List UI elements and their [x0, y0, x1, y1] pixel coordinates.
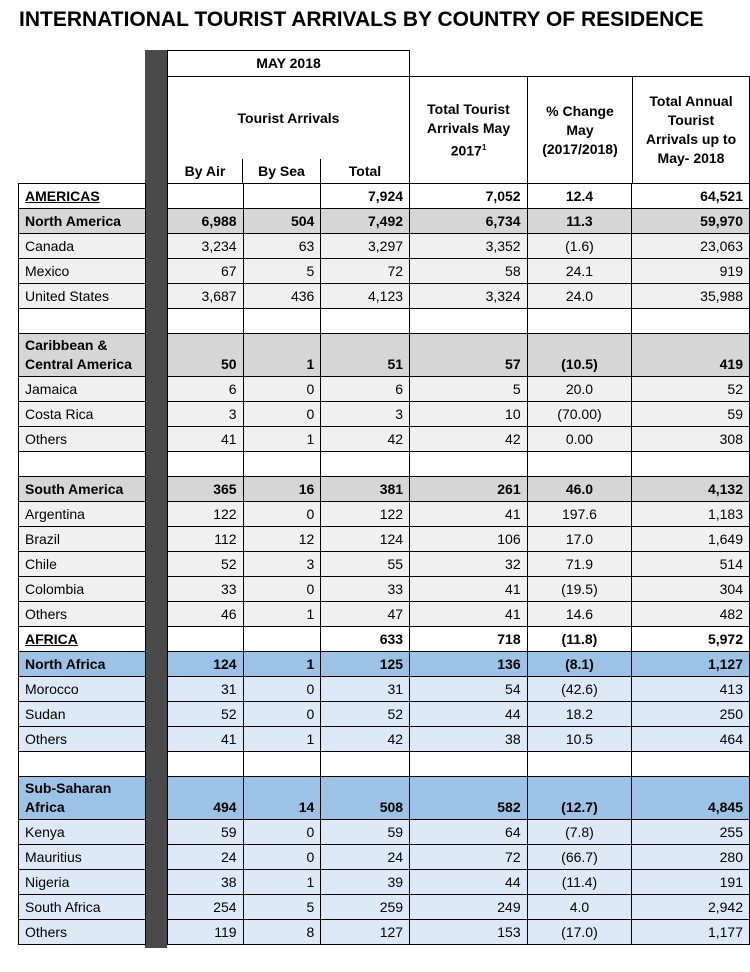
row-label-text: Argentina — [25, 506, 85, 522]
cell-total: 47 — [321, 602, 410, 627]
cell-may-2017: 249 — [410, 895, 528, 920]
cell-may-2017: 54 — [410, 677, 528, 702]
cell-pct-change: 71.9 — [527, 552, 632, 577]
cell-may-2017 — [410, 452, 528, 477]
cell-may-2017: 153 — [410, 920, 528, 945]
dark-column-cell — [145, 702, 167, 727]
cell-by-air: 38 — [167, 870, 243, 895]
cell-may-2017: 44 — [410, 870, 528, 895]
cell-pct-change: 18.2 — [527, 702, 632, 727]
cell-total: 125 — [321, 652, 410, 677]
table-row — [19, 845, 750, 870]
cell-by-air — [167, 627, 243, 652]
cell-total: 72 — [321, 259, 410, 284]
cell-annual-total: 413 — [632, 677, 750, 702]
cell-may-2017: 72 — [410, 845, 528, 870]
cell-by-sea: 0 — [243, 502, 321, 527]
cell-total: 259 — [321, 895, 410, 920]
cell-by-sea: 0 — [243, 402, 321, 427]
cell-by-sea: 0 — [243, 702, 321, 727]
cell-annual-total: 52 — [632, 377, 750, 402]
cell-total: 51 — [321, 334, 410, 377]
row-label — [19, 259, 146, 284]
cell-may-2017: 58 — [410, 259, 528, 284]
cell-by-air — [167, 309, 243, 334]
row-label — [19, 702, 146, 727]
row-label — [19, 552, 146, 577]
cell-by-air: 119 — [167, 920, 243, 945]
cell-total: 6 — [321, 377, 410, 402]
table-row — [19, 577, 750, 602]
cell-annual-total: 23,063 — [632, 234, 750, 259]
cell-pct-change: (11.8) — [527, 627, 632, 652]
cell-pct-change: 4.0 — [527, 895, 632, 920]
cell-may-2017: 5 — [410, 377, 528, 402]
table-row — [19, 895, 750, 920]
cell-pct-change: (7.8) — [527, 820, 632, 845]
cell-annual-total: 59,970 — [632, 209, 750, 234]
cell-total: 39 — [321, 870, 410, 895]
row-label — [19, 627, 146, 652]
cell-annual-total: 5,972 — [632, 627, 750, 652]
cell-may-2017: 261 — [410, 477, 528, 502]
region-row — [19, 627, 750, 652]
cell-by-air: 52 — [167, 552, 243, 577]
cell-by-sea: 0 — [243, 820, 321, 845]
cell-annual-total — [632, 452, 750, 477]
cell-total: 7,924 — [321, 184, 410, 209]
row-label-text: Jamaica — [25, 381, 78, 397]
cell-annual-total: 482 — [632, 602, 750, 627]
dark-column-cell — [145, 284, 167, 309]
cell-pct-change: (11.4) — [527, 870, 632, 895]
row-label — [19, 234, 146, 259]
cell-may-2017: 38 — [410, 727, 528, 752]
row-label-text: AMERICAS — [25, 188, 100, 204]
table-row — [19, 377, 750, 402]
cell-by-air: 254 — [167, 895, 243, 920]
cell-total: 127 — [321, 920, 410, 945]
cell-pct-change: (1.6) — [527, 234, 632, 259]
cell-by-sea: 16 — [243, 477, 321, 502]
blank-row — [19, 752, 750, 777]
footnote-marker: 1 — [481, 142, 487, 152]
row-label — [19, 870, 146, 895]
cell-total: 508 — [321, 777, 410, 820]
cell-by-sea: 436 — [243, 284, 321, 309]
cell-by-air — [167, 452, 243, 477]
table-row — [19, 702, 750, 727]
cell-may-2017: 3,324 — [410, 284, 528, 309]
row-label-text: North America — [25, 213, 121, 229]
blank-row — [19, 452, 750, 477]
cell-total: 33 — [321, 577, 410, 602]
cell-may-2017: 32 — [410, 552, 528, 577]
dark-column-cell — [145, 602, 167, 627]
row-label — [19, 652, 146, 677]
row-label-text: AFRICA — [25, 631, 78, 647]
dark-column-cell — [145, 427, 167, 452]
cell-may-2017: 136 — [410, 652, 528, 677]
cell-may-2017: 44 — [410, 702, 528, 727]
cell-total — [321, 452, 410, 477]
cell-by-air: 3,234 — [167, 234, 243, 259]
table-row — [19, 209, 750, 234]
row-label — [19, 477, 146, 502]
table-row — [19, 259, 750, 284]
row-label-text: Others — [25, 606, 68, 622]
cell-total: 42 — [321, 727, 410, 752]
cell-pct-change: (70.00) — [527, 402, 632, 427]
blank-row — [19, 309, 750, 334]
table-row — [19, 727, 750, 752]
dark-column-cell — [145, 377, 167, 402]
table-row — [19, 602, 750, 627]
cell-annual-total: 308 — [632, 427, 750, 452]
cell-may-2017: 7,052 — [410, 184, 528, 209]
row-label-text: North Africa — [25, 656, 106, 672]
cell-pct-change: (17.0) — [527, 920, 632, 945]
cell-pct-change: 197.6 — [527, 502, 632, 527]
table-row — [19, 502, 750, 527]
cell-by-air: 365 — [167, 477, 243, 502]
cell-by-air: 41 — [167, 427, 243, 452]
row-label — [19, 209, 146, 234]
row-label-text: Mexico — [25, 263, 70, 279]
row-label — [19, 402, 146, 427]
cell-annual-total: 1,183 — [632, 502, 750, 527]
cell-annual-total: 250 — [632, 702, 750, 727]
cell-by-sea: 63 — [243, 234, 321, 259]
row-label — [19, 895, 146, 920]
row-label — [19, 334, 146, 377]
cell-annual-total: 280 — [632, 845, 750, 870]
table-row — [19, 477, 750, 502]
cell-by-sea — [243, 752, 321, 777]
dark-column-cell — [145, 870, 167, 895]
header-total: Total — [320, 159, 410, 184]
cell-pct-change: 12.4 — [527, 184, 632, 209]
cell-total: 31 — [321, 677, 410, 702]
cell-by-sea: 0 — [243, 845, 321, 870]
row-label-text: Others — [25, 431, 68, 447]
cell-by-air: 3 — [167, 402, 243, 427]
cell-by-air — [167, 184, 243, 209]
cell-annual-total: 4,845 — [632, 777, 750, 820]
cell-total: 3 — [321, 402, 410, 427]
row-label-text: Brazil — [25, 531, 61, 547]
cell-by-air: 112 — [167, 527, 243, 552]
row-label — [19, 184, 146, 209]
row-label-text: South Africa — [25, 899, 101, 915]
dark-column-cell — [145, 920, 167, 945]
cell-by-sea: 1 — [243, 334, 321, 377]
row-label — [19, 845, 146, 870]
table-row — [19, 427, 750, 452]
cell-total: 55 — [321, 552, 410, 577]
dark-column-cell — [145, 184, 167, 209]
row-label-text: Others — [25, 731, 68, 747]
cell-may-2017: 57 — [410, 334, 528, 377]
row-label-text: South America — [25, 481, 124, 497]
cell-by-sea: 8 — [243, 920, 321, 945]
cell-annual-total: 1,177 — [632, 920, 750, 945]
cell-pct-change: (66.7) — [527, 845, 632, 870]
cell-pct-change: 0.00 — [527, 427, 632, 452]
header-month: MAY 2018 — [167, 50, 410, 77]
cell-by-sea: 1 — [243, 427, 321, 452]
row-label — [19, 527, 146, 552]
dark-column-cell — [145, 895, 167, 920]
row-label-text: Nigeria — [25, 874, 70, 890]
cell-annual-total: 4,132 — [632, 477, 750, 502]
cell-pct-change: (42.6) — [527, 677, 632, 702]
dark-column-cell — [145, 452, 167, 477]
cell-by-sea: 14 — [243, 777, 321, 820]
cell-by-sea — [243, 184, 321, 209]
cell-pct-change: 46.0 — [527, 477, 632, 502]
cell-total: 3,297 — [321, 234, 410, 259]
cell-pct-change — [527, 309, 632, 334]
dark-column-cell — [145, 845, 167, 870]
cell-by-sea — [243, 627, 321, 652]
cell-may-2017: 41 — [410, 602, 528, 627]
cell-pct-change: 11.3 — [527, 209, 632, 234]
row-label-text: Costa Rica — [25, 406, 94, 422]
cell-pct-change — [527, 752, 632, 777]
cell-by-sea: 3 — [243, 552, 321, 577]
cell-may-2017: 106 — [410, 527, 528, 552]
cell-by-air: 6 — [167, 377, 243, 402]
cell-total — [321, 309, 410, 334]
row-label — [19, 577, 146, 602]
row-label-text: Canada — [25, 238, 75, 254]
row-label-text: Sudan — [25, 706, 66, 722]
table-row — [19, 284, 750, 309]
cell-total: 4,123 — [321, 284, 410, 309]
header-annual-total: Total Annual Tourist Arrivals up to May- 2018 — [632, 76, 750, 184]
cell-total: 52 — [321, 702, 410, 727]
cell-total — [321, 752, 410, 777]
cell-annual-total: 2,942 — [632, 895, 750, 920]
row-label — [19, 284, 146, 309]
cell-total: 122 — [321, 502, 410, 527]
row-label — [19, 752, 146, 777]
table-row — [19, 920, 750, 945]
cell-may-2017 — [410, 752, 528, 777]
row-label-text: Colombia — [25, 581, 85, 597]
row-label-text: Kenya — [25, 824, 65, 840]
cell-annual-total: 1,127 — [632, 652, 750, 677]
cell-by-sea: 12 — [243, 527, 321, 552]
cell-annual-total: 64,521 — [632, 184, 750, 209]
header-by-sea: By Sea — [242, 159, 321, 184]
cell-by-sea: 504 — [243, 209, 321, 234]
header-tourist-arrivals: Tourist Arrivals — [167, 76, 410, 160]
row-label — [19, 452, 146, 477]
cell-annual-total: 35,988 — [632, 284, 750, 309]
row-label-text: Others — [25, 924, 68, 940]
cell-may-2017: 582 — [410, 777, 528, 820]
header-total-may-2017 — [409, 76, 528, 184]
cell-pct-change: 10.5 — [527, 727, 632, 752]
dark-column-cell — [145, 402, 167, 427]
cell-pct-change: 17.0 — [527, 527, 632, 552]
cell-by-air: 24 — [167, 845, 243, 870]
cell-total: 381 — [321, 477, 410, 502]
cell-total: 24 — [321, 845, 410, 870]
cell-by-air: 33 — [167, 577, 243, 602]
row-label — [19, 502, 146, 527]
cell-by-sea: 5 — [243, 259, 321, 284]
row-label — [19, 727, 146, 752]
dark-column-cell — [145, 502, 167, 527]
row-label — [19, 377, 146, 402]
dark-column-cell — [145, 209, 167, 234]
row-label — [19, 920, 146, 945]
cell-by-sea — [243, 309, 321, 334]
cell-total: 633 — [321, 627, 410, 652]
row-label — [19, 602, 146, 627]
dark-column-cell — [145, 259, 167, 284]
row-label — [19, 777, 146, 820]
cell-annual-total: 1,649 — [632, 527, 750, 552]
cell-total: 7,492 — [321, 209, 410, 234]
cell-may-2017 — [410, 309, 528, 334]
cell-by-sea: 0 — [243, 377, 321, 402]
table-row — [19, 527, 750, 552]
cell-by-air — [167, 752, 243, 777]
cell-may-2017: 6,734 — [410, 209, 528, 234]
cell-annual-total: 304 — [632, 577, 750, 602]
cell-annual-total: 919 — [632, 259, 750, 284]
cell-total: 42 — [321, 427, 410, 452]
cell-by-air: 46 — [167, 602, 243, 627]
header-pct-change: % Change May (2017/2018) — [527, 76, 633, 184]
cell-by-air: 31 — [167, 677, 243, 702]
row-label — [19, 820, 146, 845]
row-label — [19, 309, 146, 334]
table-row — [19, 677, 750, 702]
dark-column-cell — [145, 727, 167, 752]
row-label-text: Caribbean & Central America — [25, 337, 132, 372]
row-label-text: Sub-Saharan Africa — [25, 780, 112, 815]
cell-pct-change: 24.0 — [527, 284, 632, 309]
row-label-text: Chile — [25, 556, 57, 572]
table-row — [19, 652, 750, 677]
cell-by-air: 124 — [167, 652, 243, 677]
cell-pct-change: (19.5) — [527, 577, 632, 602]
cell-pct-change: 20.0 — [527, 377, 632, 402]
cell-annual-total: 464 — [632, 727, 750, 752]
dark-column-cell — [145, 627, 167, 652]
cell-pct-change: (12.7) — [527, 777, 632, 820]
dark-column-cell — [145, 552, 167, 577]
cell-may-2017: 64 — [410, 820, 528, 845]
header-by-air: By Air — [167, 159, 243, 184]
cell-annual-total: 191 — [632, 870, 750, 895]
row-label — [19, 427, 146, 452]
cell-total: 124 — [321, 527, 410, 552]
cell-by-air: 3,687 — [167, 284, 243, 309]
cell-may-2017: 10 — [410, 402, 528, 427]
cell-pct-change: (10.5) — [527, 334, 632, 377]
cell-pct-change: 24.1 — [527, 259, 632, 284]
cell-pct-change: 14.6 — [527, 602, 632, 627]
cell-by-sea — [243, 452, 321, 477]
cell-by-sea: 1 — [243, 652, 321, 677]
dark-column-cell — [145, 309, 167, 334]
row-label-text: United States — [25, 288, 110, 304]
header-total-may-2017-label: Total Tourist Arrivals May 2017 — [426, 100, 511, 159]
table-row — [19, 234, 750, 259]
cell-pct-change: (8.1) — [527, 652, 632, 677]
cell-by-sea: 1 — [243, 602, 321, 627]
region-row — [19, 184, 750, 209]
page-title: INTERNATIONAL TOURIST ARRIVALS BY COUNTRY OF RESIDENCE — [19, 8, 704, 31]
cell-pct-change — [527, 452, 632, 477]
cell-annual-total — [632, 309, 750, 334]
table-row — [19, 777, 750, 820]
row-label — [19, 677, 146, 702]
table-row — [19, 552, 750, 577]
table-row — [19, 870, 750, 895]
cell-by-sea: 0 — [243, 577, 321, 602]
cell-by-air: 50 — [167, 334, 243, 377]
table-row — [19, 820, 750, 845]
dark-column-cell — [145, 334, 167, 377]
cell-by-sea: 5 — [243, 895, 321, 920]
cell-by-sea: 0 — [243, 677, 321, 702]
cell-by-sea: 1 — [243, 727, 321, 752]
table-row — [19, 334, 750, 377]
cell-may-2017: 41 — [410, 577, 528, 602]
cell-annual-total: 419 — [632, 334, 750, 377]
cell-annual-total: 255 — [632, 820, 750, 845]
dark-column-cell — [145, 527, 167, 552]
cell-may-2017: 41 — [410, 502, 528, 527]
arrivals-table — [18, 183, 750, 945]
cell-by-air: 59 — [167, 820, 243, 845]
cell-total: 59 — [321, 820, 410, 845]
cell-by-air: 67 — [167, 259, 243, 284]
dark-column-cell — [145, 820, 167, 845]
dark-column-cell — [145, 752, 167, 777]
dark-column-cell — [145, 677, 167, 702]
cell-by-air: 122 — [167, 502, 243, 527]
cell-by-air: 494 — [167, 777, 243, 820]
cell-may-2017: 718 — [410, 627, 528, 652]
dark-column-cell — [145, 777, 167, 820]
row-label-text: Mauritius — [25, 849, 82, 865]
cell-by-air: 52 — [167, 702, 243, 727]
cell-by-air: 6,988 — [167, 209, 243, 234]
dark-column-cell — [145, 234, 167, 259]
cell-by-sea: 1 — [243, 870, 321, 895]
cell-may-2017: 3,352 — [410, 234, 528, 259]
dark-column-cell — [145, 652, 167, 677]
dark-column-cell — [145, 577, 167, 602]
table-row — [19, 402, 750, 427]
row-label-text: Morocco — [25, 681, 79, 697]
cell-annual-total: 514 — [632, 552, 750, 577]
cell-annual-total — [632, 752, 750, 777]
cell-may-2017: 42 — [410, 427, 528, 452]
dark-column-cell — [145, 477, 167, 502]
cell-by-air: 41 — [167, 727, 243, 752]
cell-annual-total: 59 — [632, 402, 750, 427]
